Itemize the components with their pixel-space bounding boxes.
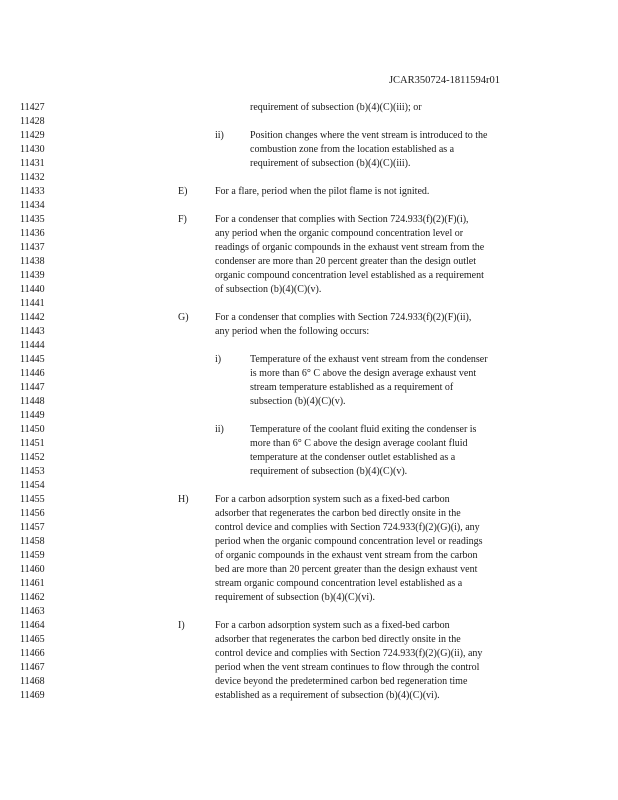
text-line: of subsection (b)(4)(C)(v). — [215, 284, 322, 295]
line-number: 11446 — [20, 368, 45, 379]
line-number: 11455 — [20, 494, 45, 505]
line-number: 11451 — [20, 438, 45, 449]
text-line: adsorber that regenerates the carbon bed directly onsite in the — [215, 508, 461, 519]
text-line: temperature at the condenser outlet established as a — [250, 452, 456, 463]
text-line: Position changes where the vent stream is introduced to the — [250, 130, 488, 141]
text-line: requirement of subsection (b)(4)(C)(v). — [250, 466, 408, 477]
text-line: For a flare, period when the pilot flame is not ignited. — [215, 186, 430, 197]
text-line: For a condenser that complies with Section 724.933(f)(2)(F)(ii), — [215, 312, 472, 323]
line-number: 11449 — [20, 410, 45, 421]
text-line: any period when the organic compound concentration level or — [215, 228, 464, 239]
line-number: 11460 — [20, 564, 45, 575]
line-number: 11456 — [20, 508, 45, 519]
line-number: 11464 — [20, 620, 45, 631]
line-number: 11433 — [20, 186, 45, 197]
text-line: stream temperature established as a requirement of — [250, 382, 454, 393]
text-line: period when the organic compound concentration level or readings — [215, 536, 483, 547]
text-line: readings of organic compounds in the exhaust vent stream from the — [215, 242, 485, 253]
subitem-label: ii) — [215, 130, 224, 141]
line-number: 11441 — [20, 298, 45, 309]
text-line: bed are more than 20 percent greater than the design exhaust vent — [215, 564, 478, 575]
line-number: 11447 — [20, 382, 45, 393]
line-number: 11443 — [20, 326, 45, 337]
line-number: 11431 — [20, 158, 45, 169]
line-number: 11458 — [20, 536, 45, 547]
text-line: Temperature of the exhaust vent stream from the condenser — [250, 354, 488, 365]
item-label: G) — [178, 312, 189, 323]
text-line: combustion zone from the location established as a — [250, 144, 455, 155]
text-line: more than 6° C above the design average coolant fluid — [250, 438, 468, 449]
line-number: 11469 — [20, 690, 45, 701]
text-line: For a carbon adsorption system such as a fixed-bed carbon — [215, 620, 450, 631]
line-number: 11448 — [20, 396, 45, 407]
item-label: E) — [178, 186, 188, 197]
line-number: 11435 — [20, 214, 45, 225]
line-number: 11442 — [20, 312, 45, 323]
line-number: 11468 — [20, 676, 45, 687]
text-line: requirement of subsection (b)(4)(C)(iii). — [250, 158, 411, 169]
text-line: requirement of subsection (b)(4)(C)(vi). — [215, 592, 375, 603]
line-number: 11440 — [20, 284, 45, 295]
line-number: 11445 — [20, 354, 45, 365]
line-number: 11450 — [20, 424, 45, 435]
text-line: organic compound concentration level established as a requirement — [215, 270, 484, 281]
line-number: 11462 — [20, 592, 45, 603]
text-line: requirement of subsection (b)(4)(C)(iii); or — [250, 102, 422, 113]
line-number: 11465 — [20, 634, 45, 645]
text-line: condenser are more than 20 percent greater than the design outlet — [215, 256, 477, 267]
text-line: device beyond the predetermined carbon bed regeneration time — [215, 676, 468, 687]
line-number: 11453 — [20, 466, 45, 477]
line-number: 11428 — [20, 116, 45, 127]
text-line: control device and complies with Section 724.933(f)(2)(G)(i), any — [215, 522, 480, 533]
text-line: established as a requirement of subsection (b)(4)(C)(vi). — [215, 690, 440, 701]
line-number: 11429 — [20, 130, 45, 141]
line-number: 11457 — [20, 522, 45, 533]
line-number: 11444 — [20, 340, 45, 351]
line-number: 11437 — [20, 242, 45, 253]
text-line: is more than 6° C above the design average exhaust vent — [250, 368, 477, 379]
document-id-header: JCAR350724-1811594r01 — [388, 75, 500, 86]
text-line: subsection (b)(4)(C)(v). — [250, 396, 346, 407]
item-label: I) — [178, 620, 185, 631]
line-number: 11467 — [20, 662, 45, 673]
line-number: 11466 — [20, 648, 45, 659]
text-line: stream organic compound concentration level established as a — [215, 578, 463, 589]
text-line: Temperature of the coolant fluid exiting the condenser is — [250, 424, 477, 435]
text-line: of organic compounds in the exhaust vent stream from the carbon — [215, 550, 478, 561]
line-number: 11454 — [20, 480, 45, 491]
line-number: 11436 — [20, 228, 45, 239]
line-number: 11452 — [20, 452, 45, 463]
item-label: F) — [178, 214, 187, 225]
line-number: 11438 — [20, 256, 45, 267]
item-label: H) — [178, 494, 189, 505]
line-number: 11459 — [20, 550, 45, 561]
line-number: 11434 — [20, 200, 45, 211]
text-line: any period when the following occurs: — [215, 326, 370, 337]
line-number: 11430 — [20, 144, 45, 155]
line-number: 11439 — [20, 270, 45, 281]
text-line: control device and complies with Section 724.933(f)(2)(G)(ii), any — [215, 648, 483, 659]
subitem-label: i) — [215, 354, 222, 365]
line-number: 11427 — [20, 102, 45, 113]
text-line: For a condenser that complies with Section 724.933(f)(2)(F)(i), — [215, 214, 469, 225]
line-number: 11463 — [20, 606, 45, 617]
text-line: adsorber that regenerates the carbon bed directly onsite in the — [215, 634, 461, 645]
line-number: 11432 — [20, 172, 45, 183]
text-line: For a carbon adsorption system such as a fixed-bed carbon — [215, 494, 450, 505]
text-line: period when the vent stream continues to flow through the control — [215, 662, 480, 673]
line-number: 11461 — [20, 578, 45, 589]
subitem-label: ii) — [215, 424, 224, 435]
